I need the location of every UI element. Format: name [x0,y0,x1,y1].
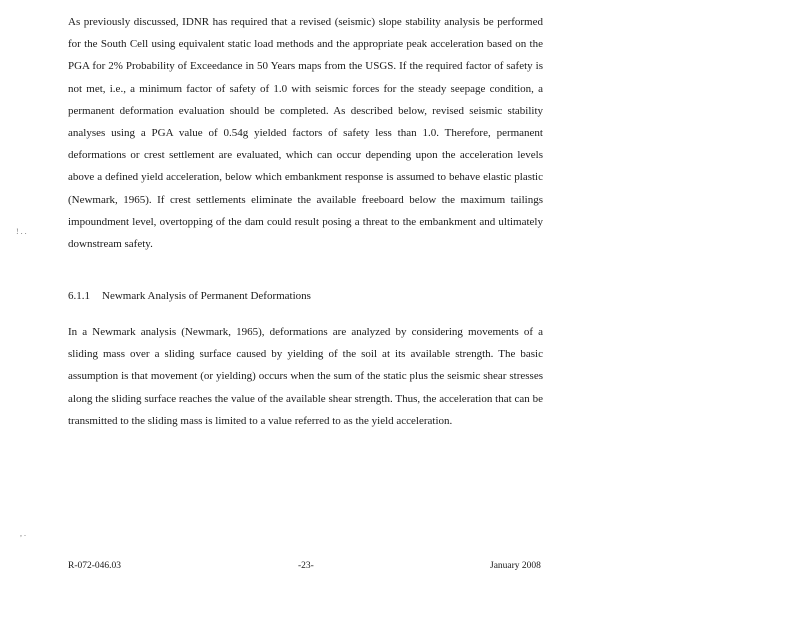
section-heading [68,286,311,306]
footer-page-number: -23- [298,561,314,571]
body-paragraph: In a Newmark analysis (Newmark, 1965), deformations are analyzed by considering movements of a sliding mass over a sliding surface caused by yielding of the soil at its available strength. The basic assumption is that movement (or yielding) occurs when the sum of the static plus the seismic shear stresses along the sliding surface reaches the value of the available shear strength. Thus, the acceleration that can be transmitted to the sliding mass is limited to a value referred to as the yield acceleration. [68,326,543,427]
margin-scan-mark: ! . . [16,227,27,236]
section-title: Newmark Analysis of Permanent Deformations [102,290,311,302]
footer-date: January 2008 [490,561,541,571]
footer-doc-number: R-072-046.03 [68,561,122,571]
margin-scan-mark: , . [20,529,26,538]
body-paragraph: As previously discussed, IDNR has required that a revised (seismic) slope stability analysis be performed for the South Cell using equivalent static load methods and the appropriate peak acceleration based on the PGA for 2% Probability of Exceedance in 50 Years maps from the USGS. If the required factor of safety is not met, i.e., a minimum factor of safety of 1.0 with seismic forces for the steady seepage condition, a permanent deformation evaluation should be completed. As described below, revised seismic stability analyses using a PGA value of 0.54g yielded factors of safety less than 1.0. Therefore, permanent deformations or crest settlement are evaluated, which can occur depending upon the acceleration levels above a defined yield acceleration, below which embankment response is assumed to behave elastic plastic (Newmark, 1965). If crest settlements eliminate the available freeboard below the maximum tailings impoundment level, overtopping of the dam could result posing a threat to the embankment and ultimately downstream safety. [68,16,543,251]
section-number: 6.1.1 [68,290,90,302]
